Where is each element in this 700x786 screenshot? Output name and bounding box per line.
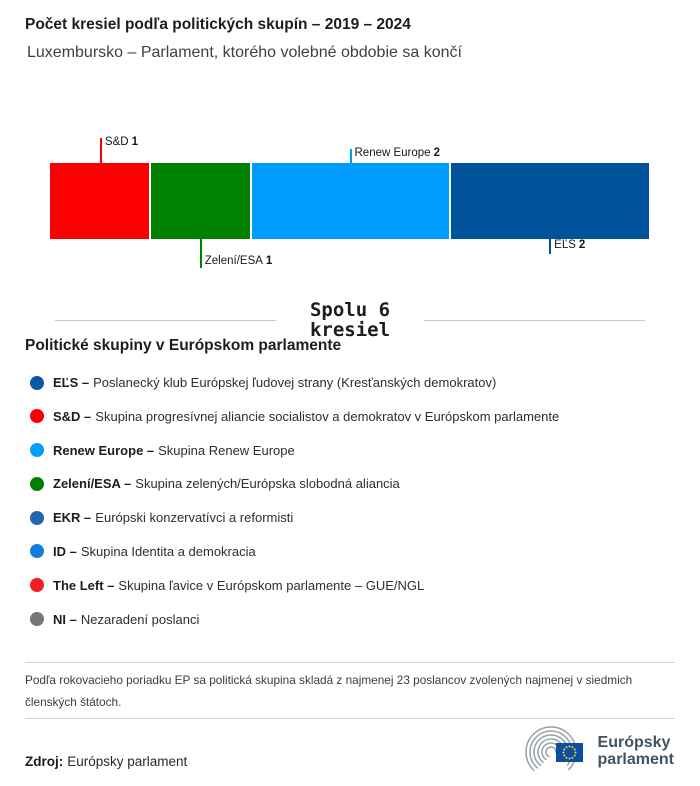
callout-label — [355, 147, 440, 159]
political-groups-legend — [30, 372, 680, 642]
page-title: Počet kresiel podľa politických skupín – 2019 – 2024 — [25, 16, 411, 33]
legend-color-dot — [30, 578, 44, 592]
callout-group-name: Zelení/ESA — [204, 255, 263, 267]
summary-rule-left — [55, 320, 276, 321]
legend-item-zeleni-esa — [30, 473, 680, 494]
legend-abbr: S&D – — [53, 408, 92, 424]
logo-wordmark — [598, 734, 674, 769]
logo-wordmark-line1: Európsky — [597, 733, 671, 751]
stacked-bar — [50, 163, 649, 239]
bar-segment-zeleni-esa[interactable] — [151, 163, 250, 239]
callout-seats-value: 2 — [433, 147, 440, 159]
callout-tick — [350, 149, 352, 163]
legend-abbr: NI – — [53, 611, 77, 627]
divider — [25, 718, 675, 719]
footnote: Podľa rokovacieho poriadku EP sa politická skupina skladá z najmenej 23 poslancov zvolených najmenej v siedmich členských štátoch. — [25, 673, 633, 709]
bar-segment-renew-europe[interactable] — [252, 163, 450, 239]
legend-item-id — [30, 541, 680, 562]
legend-abbr: EKR – — [53, 510, 92, 526]
legend-color-dot — [30, 612, 44, 626]
legend-item-the-left — [30, 575, 680, 596]
legend-item-ni — [30, 609, 680, 630]
legend-color-dot — [30, 477, 44, 491]
callout-seats-value: 2 — [578, 239, 586, 251]
legend-color-dot — [30, 376, 44, 390]
eu-flag-icon — [556, 743, 583, 762]
legend-item-sd — [30, 406, 680, 427]
legend-heading: Politické skupiny v Európskom parlamente — [25, 337, 342, 354]
legend-description: Skupina Identita a demokracia — [80, 543, 256, 559]
total-seats-line1: Spolu 6 — [309, 299, 391, 321]
legend-abbr: Zelení/ESA – — [53, 476, 132, 492]
legend-item-renew-europe — [30, 440, 680, 461]
callout-group-name: Renew Europe — [354, 147, 431, 159]
legend-abbr: The Left – — [53, 577, 115, 593]
legend-item-els — [30, 372, 680, 393]
legend-color-dot — [30, 443, 44, 457]
legend-description: Európski konzervatívci a reformisti — [95, 510, 294, 526]
callout-seats-value: 1 — [265, 255, 273, 267]
callout-seats-value: 1 — [131, 136, 138, 148]
divider — [25, 662, 675, 663]
callout-group-name: EĽS — [554, 239, 576, 251]
source-label: Zdroj: — [25, 754, 64, 769]
callout-label — [205, 255, 273, 267]
legend-item-ekr — [30, 507, 680, 528]
callout-tick — [100, 138, 102, 163]
callout-tick — [200, 239, 202, 268]
callout-group-name: S&D — [104, 136, 129, 148]
callout-label — [554, 239, 585, 251]
bar-segment-els[interactable] — [451, 163, 649, 239]
seats-bar-chart — [50, 136, 649, 268]
total-seats-line2: kresiel — [309, 319, 391, 341]
legend-color-dot — [30, 511, 44, 525]
legend-description: Skupina Renew Europe — [158, 442, 295, 458]
page-subtitle: Luxembursko – Parlament, ktorého volebné obdobie sa končí — [27, 44, 462, 61]
legend-abbr: EĽS – — [53, 375, 90, 390]
legend-abbr: Renew Europe – — [53, 442, 155, 458]
legend-description: Skupina ľavice v Európskom parlamente – GUE/NGL — [118, 577, 425, 593]
source-value: Európsky parlament — [67, 754, 188, 769]
legend-description: Skupina zelených/Európska slobodná aliancia — [135, 476, 400, 492]
legend-description: Poslanecký klub Európskej ľudovej strany (Kresťanských demokratov) — [93, 375, 497, 390]
european-parliament-logo — [522, 724, 674, 778]
total-seats-label — [276, 300, 424, 340]
legend-abbr: ID – — [53, 543, 77, 559]
legend-description: Nezaradení poslanci — [80, 611, 200, 627]
legend-color-dot — [30, 544, 44, 558]
callout-tick — [549, 239, 551, 254]
legend-color-dot — [30, 409, 44, 423]
logo-wordmark-line2: parlament — [597, 751, 674, 768]
callout-label — [105, 136, 138, 148]
bar-segment-sd[interactable] — [50, 163, 149, 239]
source-line — [25, 754, 187, 769]
hemicycle-icon — [522, 724, 592, 778]
legend-description: Skupina progresívnej aliancie socialistov a demokratov v Európskom parlamente — [95, 408, 560, 424]
summary-rule-right — [424, 320, 645, 321]
total-seats-summary — [55, 300, 645, 340]
